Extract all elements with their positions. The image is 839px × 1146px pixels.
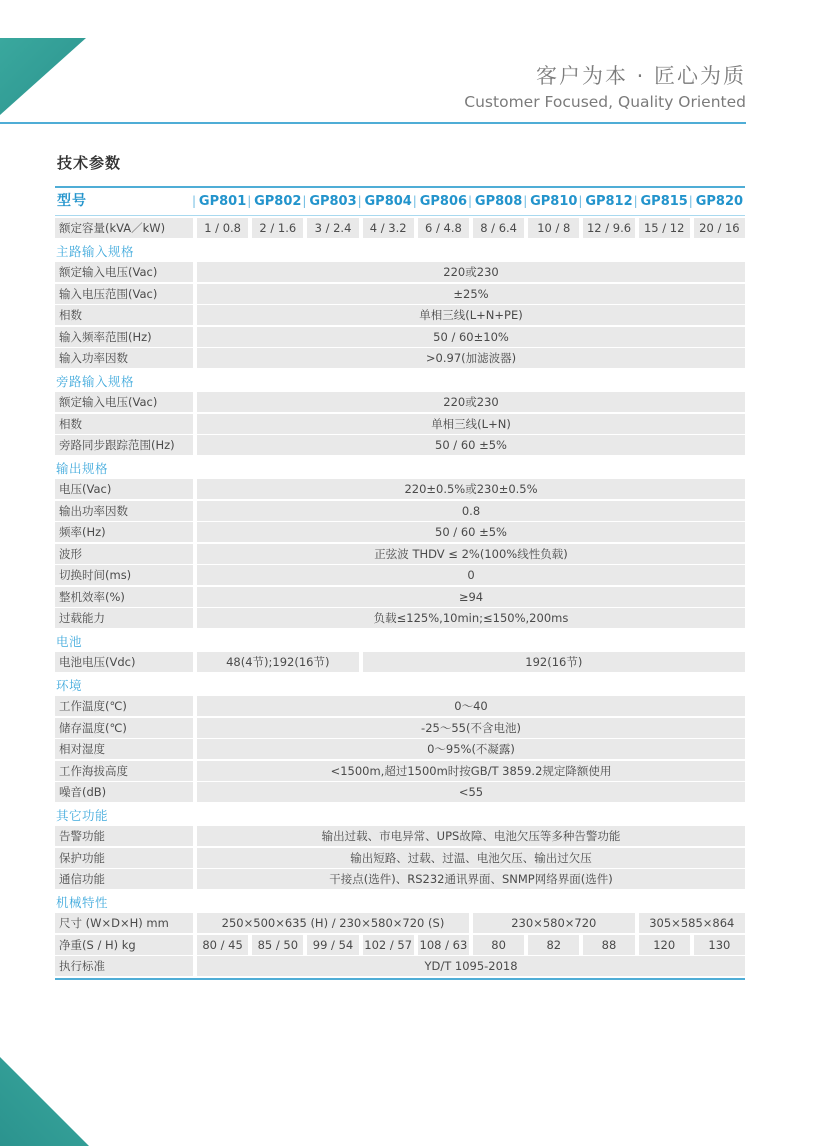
page-title: 技术参数 — [57, 154, 122, 172]
model-cell — [578, 189, 634, 214]
spec-row-label: 工作温度(℃) — [55, 696, 193, 716]
spec-row-label: 保护功能 — [55, 848, 193, 868]
spec-row — [55, 501, 745, 521]
spec-row-label: 输入频率范围(Hz) — [55, 327, 193, 347]
spec-section-heading: 环境 — [56, 677, 83, 693]
model-cell — [633, 189, 690, 214]
spec-section-heading: 输出规格 — [56, 460, 109, 476]
spec-cell: 220或230 — [197, 262, 745, 282]
spec-cell: -25～55(不含电池) — [197, 718, 745, 738]
model-row-label: 型号 — [57, 193, 87, 209]
spec-row-label: 工作海拔高度 — [55, 761, 193, 781]
spec-row-label: 电压(Vac) — [55, 479, 193, 499]
spec-cell: 230×580×720 — [473, 913, 635, 933]
spec-cell: 80 — [473, 935, 524, 955]
spec-cell: 250×500×635 (H) / 230×580×720 (S) — [197, 913, 469, 933]
spec-row — [55, 262, 745, 282]
spec-cell: 12 / 9.6 — [583, 218, 634, 238]
spec-row-label: 额定容量(kVA／kW) — [55, 218, 193, 238]
spec-row — [55, 696, 745, 716]
spec-row-label: 储存温度(℃) — [55, 718, 193, 738]
spec-cell: 85 / 50 — [252, 935, 303, 955]
spec-cell: 192(16节) — [363, 652, 745, 672]
spec-cell: 48(4节);192(16节) — [197, 652, 359, 672]
header-rule — [0, 122, 746, 124]
spec-row — [55, 479, 745, 499]
spec-row-label: 输入电压范围(Vac) — [55, 284, 193, 304]
spec-cell: 输出短路、过载、过温、电池欠压、输出过欠压 — [197, 848, 745, 868]
spec-cell: >0.97(加滤波器) — [197, 348, 745, 368]
spec-row-label: 噪音(dB) — [55, 782, 193, 802]
model-cell — [357, 189, 414, 214]
spec-row-label: 执行标准 — [55, 956, 193, 976]
spec-cell: 15 / 12 — [639, 218, 690, 238]
spec-row-label: 电池电压(Vdc) — [55, 652, 193, 672]
spec-cell: YD/T 1095-2018 — [197, 956, 745, 976]
spec-cell: <55 — [197, 782, 745, 802]
model-separator: | — [523, 194, 528, 208]
spec-row-label: 输出功率因数 — [55, 501, 193, 521]
spec-row — [55, 284, 745, 304]
corner-triangle-bottom — [0, 1057, 89, 1146]
model-name: GP802 — [254, 194, 302, 209]
spec-section-heading: 其它功能 — [56, 807, 109, 823]
model-cell — [523, 189, 579, 214]
model-separator: | — [192, 194, 197, 208]
model-name: GP806 — [419, 194, 468, 209]
spec-cell: 干接点(选件)、RS232通讯界面、SNMP网络界面(选件) — [197, 869, 745, 889]
spec-cell: 50 / 60 ±5% — [197, 522, 745, 542]
spec-row-label: 相数 — [55, 414, 193, 434]
spec-cell: 输出过载、市电异常、UPS故障、电池欠压等多种告警功能 — [197, 826, 745, 846]
spec-cell: 120 — [639, 935, 690, 955]
spec-row-label: 通信功能 — [55, 869, 193, 889]
spec-row — [55, 327, 745, 347]
spec-row-label: 净重(S / H) kg — [55, 935, 193, 955]
model-separator: | — [247, 194, 252, 208]
spec-row-label: 旁路同步跟踪范围(Hz) — [55, 435, 193, 455]
model-cell — [688, 189, 745, 214]
spec-row — [55, 869, 745, 889]
spec-section-heading: 机械特性 — [56, 894, 109, 910]
spec-row-label: 相对湿度 — [55, 739, 193, 759]
spec-cell: 0.8 — [197, 501, 745, 521]
spec-row-label: 频率(Hz) — [55, 522, 193, 542]
spec-cell: 0～40 — [197, 696, 745, 716]
spec-row — [55, 544, 745, 564]
model-separator: | — [302, 194, 307, 208]
spec-row — [55, 414, 745, 434]
spec-cell: 130 — [694, 935, 745, 955]
model-separator: | — [688, 194, 693, 208]
model-name: GP801 — [198, 194, 247, 209]
spec-row-label: 额定输入电压(Vac) — [55, 262, 193, 282]
spec-cell: 305×585×864 — [639, 913, 745, 933]
spec-cell: 8 / 6.4 — [473, 218, 524, 238]
model-name: GP804 — [364, 194, 412, 209]
page-header — [464, 60, 746, 111]
spec-row — [55, 305, 745, 325]
model-separator: | — [468, 194, 473, 208]
corner-triangle-top — [0, 38, 86, 115]
spec-cell: 3 / 2.4 — [307, 218, 358, 238]
spec-cell: 20 / 16 — [694, 218, 745, 238]
spec-section-heading: 旁路输入规格 — [56, 373, 135, 389]
model-cell — [302, 189, 358, 214]
spec-row — [55, 782, 745, 802]
spec-row-label: 尺寸 (W×D×H) mm — [55, 913, 193, 933]
spec-row — [55, 761, 745, 781]
model-separator: | — [578, 194, 583, 208]
spec-row-label: 相数 — [55, 305, 193, 325]
spec-cell: 88 — [583, 935, 634, 955]
model-separator: | — [412, 194, 417, 208]
spec-table — [55, 186, 745, 980]
model-cell — [468, 189, 524, 214]
model-header-row — [55, 189, 745, 214]
spec-cell: 单相三线(L+N+PE) — [197, 305, 745, 325]
spec-cell: 0～95%(不凝露) — [197, 739, 745, 759]
spec-row — [55, 739, 745, 759]
slogan-english: Customer Focused, Quality Oriented — [464, 93, 746, 111]
spec-cell: ≥94 — [197, 587, 745, 607]
spec-row — [55, 913, 745, 933]
spec-cell: 10 / 8 — [528, 218, 579, 238]
spec-cell: 108 / 63 — [418, 935, 469, 955]
spec-row — [55, 392, 745, 412]
spec-cell: 50 / 60 ±5% — [197, 435, 745, 455]
spec-row-label: 额定输入电压(Vac) — [55, 392, 193, 412]
spec-cell: 220±0.5%或230±0.5% — [197, 479, 745, 499]
spec-row — [55, 565, 745, 585]
model-name: GP810 — [530, 194, 578, 209]
spec-row-label: 波形 — [55, 544, 193, 564]
spec-row — [55, 826, 745, 846]
spec-row-label: 输入功率因数 — [55, 348, 193, 368]
spec-cell: 单相三线(L+N) — [197, 414, 745, 434]
spec-cell: 82 — [528, 935, 579, 955]
model-separator: | — [357, 194, 362, 208]
spec-row — [55, 522, 745, 542]
spec-cell: 2 / 1.6 — [252, 218, 303, 238]
spec-row-label: 告警功能 — [55, 826, 193, 846]
spec-row — [55, 587, 745, 607]
model-cell — [412, 189, 469, 214]
spec-cell: 正弦波 THDV ≤ 2%(100%线性负载) — [197, 544, 745, 564]
spec-row — [55, 956, 745, 976]
spec-cell: 99 / 54 — [307, 935, 358, 955]
spec-cell: 6 / 4.8 — [418, 218, 469, 238]
spec-cell: 50 / 60±10% — [197, 327, 745, 347]
model-row-divider — [55, 215, 745, 216]
spec-row — [55, 348, 745, 368]
spec-cell: ±25% — [197, 284, 745, 304]
spec-section-heading: 主路输入规格 — [56, 243, 135, 259]
spec-cell: <1500m,超过1500m时按GB/T 3859.2规定降额使用 — [197, 761, 745, 781]
spec-row-label: 整机效率(%) — [55, 587, 193, 607]
model-name: GP803 — [309, 194, 357, 209]
spec-cell: 1 / 0.8 — [197, 218, 248, 238]
spec-row — [55, 848, 745, 868]
spec-cell: 220或230 — [197, 392, 745, 412]
spec-row — [55, 608, 745, 628]
spec-cell: 80 / 45 — [197, 935, 248, 955]
spec-cell: 4 / 3.2 — [363, 218, 414, 238]
model-cell — [247, 189, 303, 214]
spec-row — [55, 218, 745, 238]
model-cell — [192, 189, 248, 214]
spec-row — [55, 435, 745, 455]
model-separator: | — [633, 194, 638, 208]
spec-cell: 0 — [197, 565, 745, 585]
spec-section-heading: 电池 — [56, 633, 83, 649]
model-name: GP808 — [474, 194, 523, 209]
model-name: GP815 — [640, 194, 688, 209]
spec-cell: 102 / 57 — [363, 935, 414, 955]
spec-row — [55, 935, 745, 955]
spec-row — [55, 652, 745, 672]
spec-row-label: 切换时间(ms) — [55, 565, 193, 585]
model-name: GP812 — [585, 194, 633, 209]
spec-row — [55, 718, 745, 738]
model-name: GP820 — [695, 194, 744, 209]
spec-row-label: 过载能力 — [55, 608, 193, 628]
spec-cell: 负载≤125%,10min;≤150%,200ms — [197, 608, 745, 628]
slogan-chinese: 客户为本 · 匠心为质 — [535, 64, 746, 88]
